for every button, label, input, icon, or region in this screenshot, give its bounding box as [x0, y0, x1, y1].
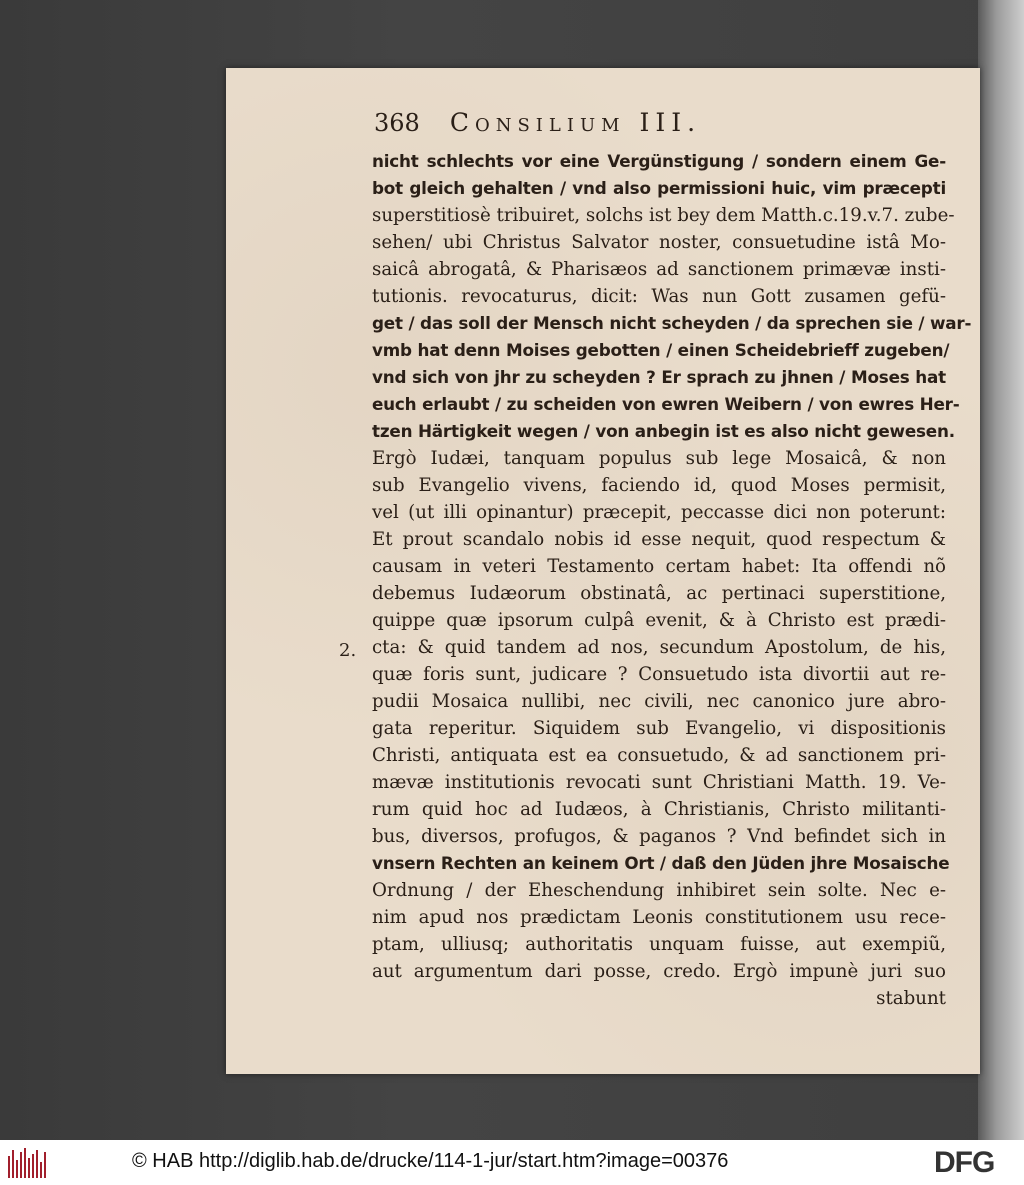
text-line: euch erlaubt / zu scheiden von ewren Weibern / von ewres Her-	[372, 394, 960, 414]
text-line: Et prout scandalo nobis id esse nequit, quod respectum &	[372, 529, 946, 550]
book-edge	[978, 0, 1024, 1140]
text-line: vnsern Rechten an keinem Ort / daß den Jüden jhre Mosaische	[372, 853, 950, 873]
hab-logo-icon	[8, 1148, 48, 1178]
text-line: get / das soll der Mensch nicht scheyden / da sprechen sie / war-	[372, 313, 972, 333]
text-line: aut argumentum dari posse, credo. Ergò impunè juri suo	[372, 961, 946, 982]
text-line: stabunt	[876, 988, 946, 1009]
text-line: mævæ institutionis revocati sunt Christiani Matth. 19. Ve-	[372, 772, 946, 793]
text-line: superstitiosè tribuiret, solchs ist bey dem Matth.c.19.v.7. zube-	[372, 205, 955, 226]
book-page	[226, 68, 980, 1074]
text-line: quippe quæ ipsorum culpâ evenit, & à Christo est prædi-	[372, 610, 946, 631]
text-line: Christi, antiquata est ea consuetudo, & ad sanctionem pri-	[372, 745, 946, 766]
text-line: bus, diversos, profugos, & paganos ? Vnd befindet sich in	[372, 826, 946, 847]
text-line: vel (ut illi opinantur) præcepit, peccasse dici non poterunt:	[372, 502, 946, 523]
text-line: saicâ abrogatâ, & Pharisæos ad sanctionem primævæ insti-	[372, 259, 946, 280]
text-line: ptam, ulliusq; authoritatis unquam fuisse, aut exempiũ,	[372, 934, 946, 955]
dfg-logo: DFG	[934, 1146, 995, 1179]
text-line: pudii Mosaica nullibi, nec civili, nec canonico jure abro-	[372, 691, 946, 712]
text-line: bot gleich gehalten / vnd also permissioni huic, vim præcepti	[372, 178, 946, 198]
text-line: rum quid hoc ad Iudæos, à Christianis, Christo militanti-	[372, 799, 946, 820]
text-line: nicht schlechts vor eine Vergünstigung / sondern einem Ge-	[372, 151, 946, 171]
page-number: 368	[374, 109, 420, 137]
text-line: vnd sich von jhr zu scheyden ? Er sprach zu jhnen / Moses hat	[372, 367, 946, 387]
running-head: Consilium III.	[449, 108, 702, 137]
text-line: causam in veteri Testamento certam habet: Ita offendi nõ	[372, 556, 946, 577]
page-header	[374, 108, 834, 144]
text-line: tzen Härtigkeit wegen / von anbegin ist es also nicht gewesen.	[372, 421, 955, 441]
text-line: nim apud nos prædictam Leonis constitutionem usu rece-	[372, 907, 946, 928]
text-line: tutionis. revocaturus, dicit: Was nun Gott zusamen gefü-	[372, 286, 946, 307]
text-line: sub Evangelio vivens, faciendo id, quod Moses permisit,	[372, 475, 946, 496]
margin-note: 2.	[339, 640, 357, 661]
text-line: debemus Iudæorum obstinatâ, ac pertinaci superstitione,	[372, 583, 946, 604]
text-line: quæ foris sunt, judicare ? Consuetudo ista divortii aut re-	[372, 664, 946, 685]
text-line: Ergò Iudæi, tanquam populus sub lege Mosaicâ, & non	[372, 448, 946, 469]
text-line: gata reperitur. Siquidem sub Evangelio, vi dispositionis	[372, 718, 946, 739]
text-line: Ordnung / der Eheschendung inhibiret sein solte. Nec e-	[372, 880, 946, 901]
text-line: cta: & quid tandem ad nos, secundum Apostolum, de his,	[372, 637, 946, 658]
footer-bar	[0, 1140, 1024, 1185]
page-text	[372, 148, 972, 1012]
text-line: vmb hat denn Moises gebotten / einen Scheidebrieff zugeben/	[372, 340, 950, 360]
copyright-link[interactable]: © HAB http://diglib.hab.de/drucke/114-1-jur/start.htm?image=00376	[132, 1150, 729, 1172]
text-line: sehen/ ubi Christus Salvator noster, consuetudine istâ Mo-	[372, 232, 946, 253]
